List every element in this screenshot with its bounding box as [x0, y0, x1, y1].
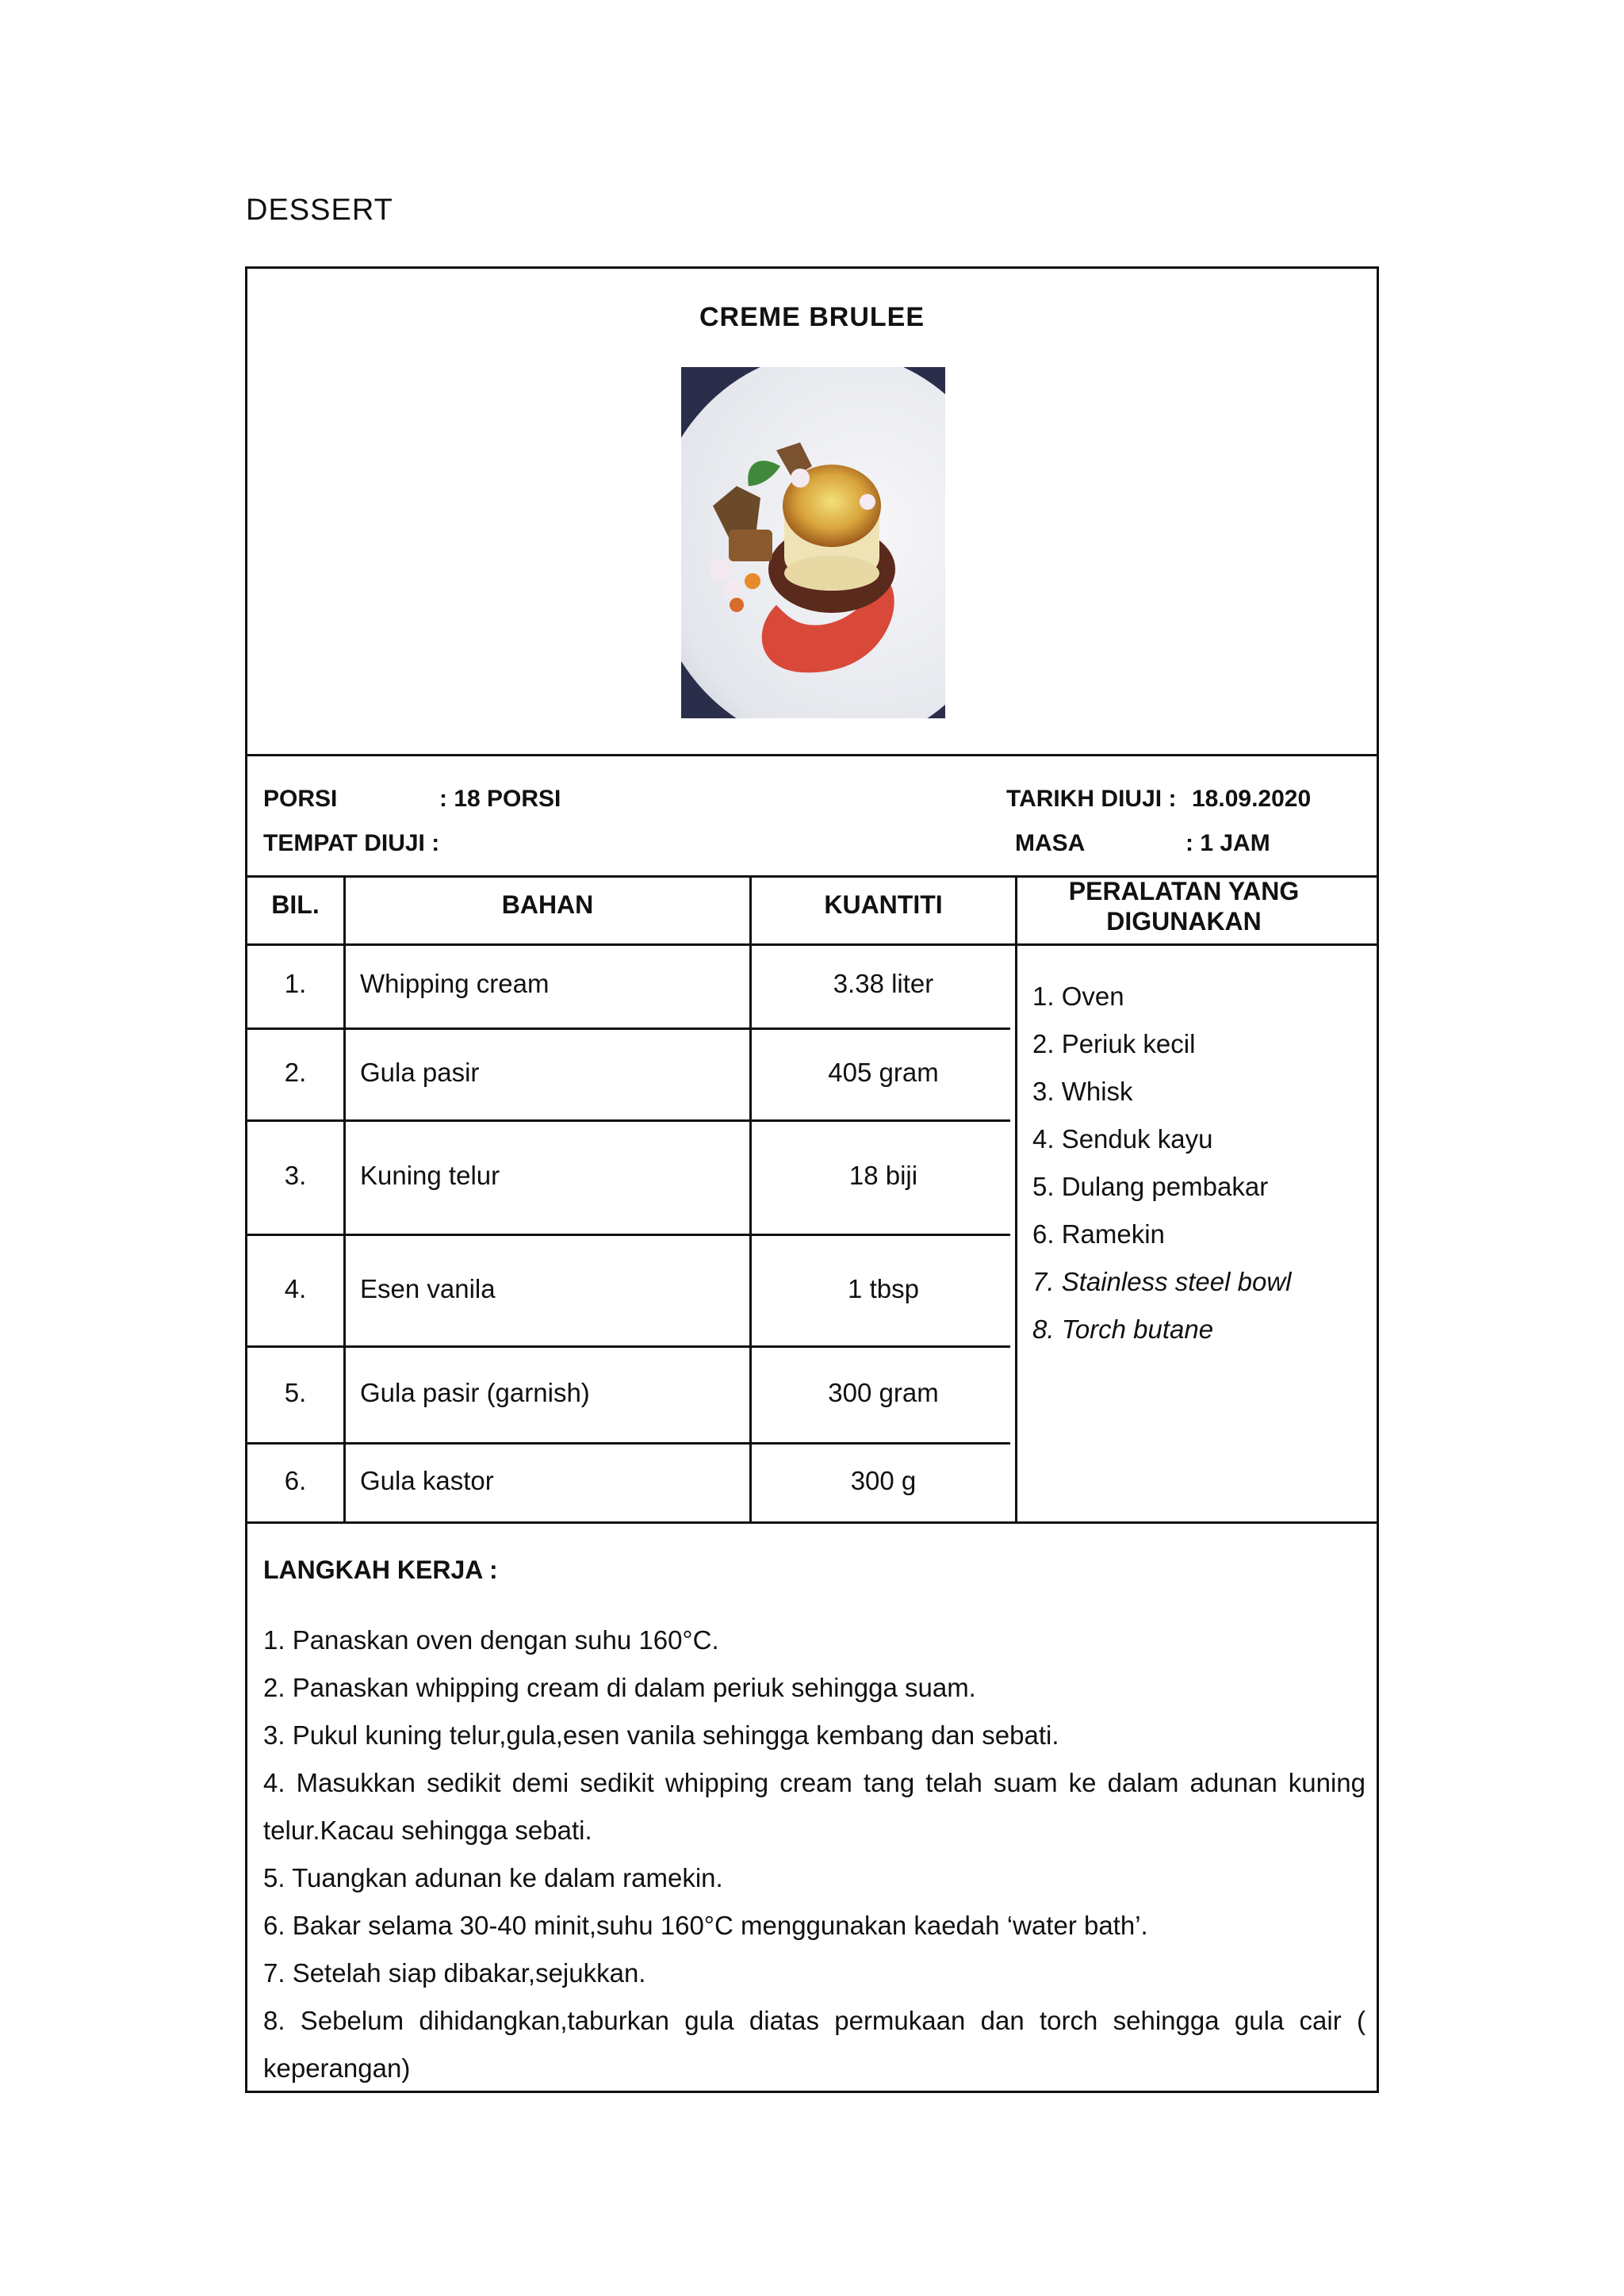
langkah-title: LANGKAH KERJA : [263, 1556, 498, 1584]
table-row-bahan: Gula pasir (garnish) [360, 1378, 590, 1407]
table-row-kuantiti: 300 gram [828, 1378, 939, 1407]
tempat-label: TEMPAT DIUJI : [263, 830, 440, 856]
porsi-label: PORSI [263, 786, 338, 812]
column-divider [343, 875, 346, 1521]
list-item: 3. Pukul kuning telur,gula,esen vanila sehingga kembang dan sebati. [263, 1720, 1059, 1750]
row-divider [247, 1027, 1010, 1030]
list-item: 6. Bakar selama 30-40 minit,suhu 160°C menggunakan kaedah ‘water bath’. [263, 1911, 1148, 1940]
list-item: 4. Masukkan sedikit demi sedikit whipping cream tang telah suam ke dalam adunan kuning telur.Kacau sehingga sebati. [263, 1768, 1365, 1845]
list-item: 7. Setelah siap dibakar,sejukkan. [263, 1958, 646, 1988]
table-row-kuantiti: 1 tbsp [848, 1274, 919, 1303]
row-divider [247, 1442, 1010, 1445]
masa-label: MASA [1015, 830, 1086, 856]
table-row-bil: 1. [284, 969, 307, 998]
porsi-value: : 18 PORSI [439, 786, 561, 812]
list-item: 8. Torch butane [1032, 1314, 1214, 1344]
row-divider [247, 1234, 1010, 1236]
header-bahan: BAHAN [501, 890, 594, 919]
divider [247, 754, 1377, 756]
header-bil: BIL. [271, 890, 320, 919]
page-heading: DESSERT [246, 193, 393, 227]
list-item: 3. Whisk [1032, 1077, 1133, 1106]
list-item: 1. Panaskan oven dengan suhu 160°C. [263, 1625, 719, 1655]
header-kuantiti: KUANTITI [824, 890, 943, 919]
recipe-title: CREME BRULEE [699, 302, 925, 332]
table-row-bahan: Whipping cream [360, 969, 550, 998]
list-item: 5. Dulang pembakar [1032, 1172, 1269, 1201]
header-peralatan: PERALATAN YANG DIGUNAKAN [1068, 877, 1300, 936]
table-row-bil: 6. [284, 1466, 307, 1495]
dessert-photo [681, 367, 945, 718]
table-row-kuantiti: 300 g [850, 1466, 917, 1495]
table-row-kuantiti: 405 gram [828, 1058, 939, 1087]
divider [247, 1521, 1377, 1524]
list-item: 4. Senduk kayu [1032, 1124, 1213, 1154]
table-row-bil: 3. [284, 1161, 307, 1190]
table-row-bahan: Gula kastor [360, 1466, 494, 1495]
list-item: 2. Panaskan whipping cream di dalam periuk sehingga suam. [263, 1673, 976, 1702]
column-divider [1015, 875, 1017, 1521]
list-item: 2. Periuk kecil [1032, 1029, 1196, 1058]
table-row-bahan: Kuning telur [360, 1161, 500, 1190]
masa-value: : 1 JAM [1185, 830, 1270, 856]
table-row-bil: 4. [284, 1274, 307, 1303]
row-divider [247, 1345, 1010, 1348]
recipe-sheet [245, 266, 1379, 2093]
list-item: 5. Tuangkan adunan ke dalam ramekin. [263, 1863, 723, 1892]
table-row-bil: 2. [284, 1058, 307, 1087]
table-row-kuantiti: 18 biji [848, 1161, 918, 1190]
table-row-bahan: Esen vanila [360, 1274, 496, 1303]
list-item: 7. Stainless steel bowl [1032, 1267, 1292, 1296]
table-row-kuantiti: 3.38 liter [833, 969, 934, 998]
header-divider [247, 943, 1377, 946]
list-item: 1. Oven [1032, 982, 1124, 1011]
peralatan-list [1032, 973, 1292, 1353]
table-row-bil: 5. [284, 1378, 307, 1407]
tarikh-label: TARIKH DIUJI : [1006, 786, 1177, 812]
langkah-list [263, 1617, 1365, 2092]
list-item: 6. Ramekin [1032, 1219, 1165, 1249]
list-item: 8. Sebelum dihidangkan,taburkan gula diatas permukaan dan torch sehingga gula cair ( keperangan) [263, 2006, 1365, 2083]
tarikh-value: 18.09.2020 [1192, 786, 1312, 812]
row-divider [247, 1119, 1010, 1122]
table-row-bahan: Gula pasir [360, 1058, 480, 1087]
